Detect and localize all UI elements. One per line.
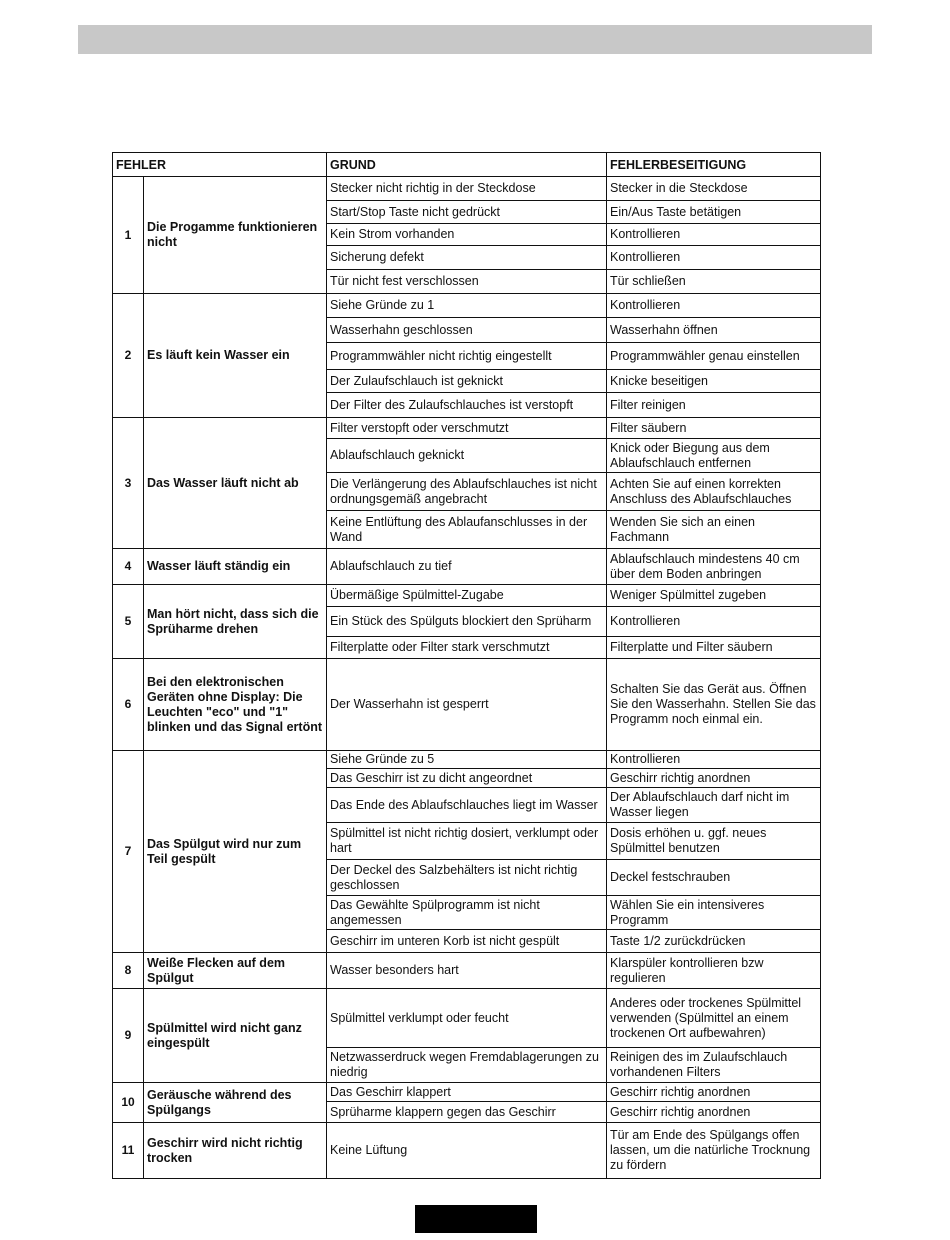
fix-cell: Anderes oder trockenes Spülmittel verwenden (Spülmittel an einem trockenen Ort aufbewahren) (607, 989, 821, 1048)
top-gray-bar (78, 25, 872, 54)
fix-cell: Tür schließen (607, 270, 821, 294)
reason-cell: Stecker nicht richtig in der Steckdose (327, 177, 607, 201)
fault-number: 5 (113, 585, 144, 659)
fix-cell: Kontrollieren (607, 751, 821, 769)
reason-cell: Netzwasserdruck wegen Fremdablagerungen zu niedrig (327, 1048, 607, 1083)
reason-cell: Siehe Gründe zu 5 (327, 751, 607, 769)
reason-cell: Die Verlängerung des Ablaufschlauches ist nicht ordnungsgemäß angebracht (327, 473, 607, 511)
header-fix: FEHLERBESEITIGUNG (607, 153, 821, 177)
table-row (113, 549, 821, 585)
fault-description: Geräusche während des Spülgangs (144, 1083, 327, 1123)
troubleshooting-table (112, 152, 821, 1179)
fault-description: Das Wasser läuft nicht ab (144, 418, 327, 549)
fault-number: 10 (113, 1083, 144, 1123)
fix-cell: Knicke beseitigen (607, 370, 821, 393)
reason-cell: Spülmittel verklumpt oder feucht (327, 989, 607, 1048)
fault-description: Man hört nicht, dass sich die Sprüharme drehen (144, 585, 327, 659)
table-row (113, 1123, 821, 1179)
table-row (113, 1083, 821, 1102)
fix-cell: Geschirr richtig anordnen (607, 769, 821, 788)
fault-number: 7 (113, 751, 144, 953)
fix-cell: Geschirr richtig anordnen (607, 1102, 821, 1123)
table-row (113, 585, 821, 607)
reason-cell: Der Zulaufschlauch ist geknickt (327, 370, 607, 393)
reason-cell: Keine Entlüftung des Ablaufanschlusses in der Wand (327, 511, 607, 549)
fix-cell: Kontrollieren (607, 224, 821, 246)
reason-cell: Der Deckel des Salzbehälters ist nicht richtig geschlossen (327, 860, 607, 896)
fix-cell: Knick oder Biegung aus dem Ablaufschlauch entfernen (607, 439, 821, 473)
reason-cell: Wasserhahn geschlossen (327, 318, 607, 343)
fix-cell: Dosis erhöhen u. ggf. neues Spülmittel benutzen (607, 823, 821, 860)
fault-number: 11 (113, 1123, 144, 1179)
fix-cell: Wasserhahn öffnen (607, 318, 821, 343)
fix-cell: Stecker in die Steckdose (607, 177, 821, 201)
table-row (113, 953, 821, 989)
reason-cell: Filter verstopft oder verschmutzt (327, 418, 607, 439)
fault-description: Spülmittel wird nicht ganz eingespült (144, 989, 327, 1083)
fault-description: Das Spülgut wird nur zum Teil gespült (144, 751, 327, 953)
reason-cell: Tür nicht fest verschlossen (327, 270, 607, 294)
reason-cell: Übermäßige Spülmittel-Zugabe (327, 585, 607, 607)
header-reason: GRUND (327, 153, 607, 177)
reason-cell: Programmwähler nicht richtig eingestellt (327, 343, 607, 370)
reason-cell: Geschirr im unteren Korb ist nicht gespült (327, 930, 607, 953)
fix-cell: Schalten Sie das Gerät aus. Öffnen Sie den Wasserhahn. Stellen Sie das Programm noch einmal ein. (607, 659, 821, 751)
fault-description: Wasser läuft ständig ein (144, 549, 327, 585)
fix-cell: Programmwähler genau einstellen (607, 343, 821, 370)
fix-cell: Der Ablaufschlauch darf nicht im Wasser liegen (607, 788, 821, 823)
reason-cell: Spülmittel ist nicht richtig dosiert, verklumpt oder hart (327, 823, 607, 860)
table-row (113, 294, 821, 318)
fault-description: Geschirr wird nicht richtig trocken (144, 1123, 327, 1179)
fix-cell: Wählen Sie ein intensiveres Programm (607, 896, 821, 930)
reason-cell: Der Wasserhahn ist gesperrt (327, 659, 607, 751)
table-row (113, 751, 821, 769)
reason-cell: Siehe Gründe zu 1 (327, 294, 607, 318)
fault-number: 6 (113, 659, 144, 751)
reason-cell: Filterplatte oder Filter stark verschmutzt (327, 637, 607, 659)
fault-description: Weiße Flecken auf dem Spülgut (144, 953, 327, 989)
fault-description: Bei den elektronischen Geräten ohne Display: Die Leuchten "eco" und "1" blinken und das Signal ertönt (144, 659, 327, 751)
fix-cell: Filter reinigen (607, 393, 821, 418)
fault-number: 8 (113, 953, 144, 989)
table-row (113, 177, 821, 201)
table-header-row (113, 153, 821, 177)
fix-cell: Filterplatte und Filter säubern (607, 637, 821, 659)
reason-cell: Das Ende des Ablaufschlauches liegt im Wasser (327, 788, 607, 823)
table-row (113, 989, 821, 1048)
fix-cell: Geschirr richtig anordnen (607, 1083, 821, 1102)
fix-cell: Weniger Spülmittel zugeben (607, 585, 821, 607)
reason-cell: Sprüharme klappern gegen das Geschirr (327, 1102, 607, 1123)
header-fault: FEHLER (113, 153, 327, 177)
fix-cell: Ablaufschlauch mindestens 40 cm über dem Boden anbringen (607, 549, 821, 585)
fault-number: 4 (113, 549, 144, 585)
reason-cell: Sicherung defekt (327, 246, 607, 270)
fix-cell: Taste 1/2 zurückdrücken (607, 930, 821, 953)
table-row (113, 659, 821, 751)
reason-cell: Das Geschirr ist zu dicht angeordnet (327, 769, 607, 788)
reason-cell: Ablaufschlauch zu tief (327, 549, 607, 585)
fault-number: 3 (113, 418, 144, 549)
page-number-bar (415, 1205, 537, 1233)
fix-cell: Kontrollieren (607, 294, 821, 318)
fault-number: 9 (113, 989, 144, 1083)
fix-cell: Klarspüler kontrollieren bzw regulieren (607, 953, 821, 989)
fix-cell: Tür am Ende des Spülgangs offen lassen, um die natürliche Trocknung zu fördern (607, 1123, 821, 1179)
reason-cell: Das Geschirr klappert (327, 1083, 607, 1102)
fix-cell: Deckel festschrauben (607, 860, 821, 896)
fix-cell: Reinigen des im Zulaufschlauch vorhandenen Filters (607, 1048, 821, 1083)
fix-cell: Ein/Aus Taste betätigen (607, 201, 821, 224)
table-row (113, 418, 821, 439)
fault-description: Die Progamme funktionieren nicht (144, 177, 327, 294)
reason-cell: Ein Stück des Spülguts blockiert den Sprüharm (327, 607, 607, 637)
fix-cell: Wenden Sie sich an einen Fachmann (607, 511, 821, 549)
reason-cell: Start/Stop Taste nicht gedrückt (327, 201, 607, 224)
reason-cell: Das Gewählte Spülprogramm ist nicht angemessen (327, 896, 607, 930)
reason-cell: Kein Strom vorhanden (327, 224, 607, 246)
fix-cell: Filter säubern (607, 418, 821, 439)
reason-cell: Der Filter des Zulaufschlauches ist verstopft (327, 393, 607, 418)
reason-cell: Keine Lüftung (327, 1123, 607, 1179)
fix-cell: Achten Sie auf einen korrekten Anschluss des Ablaufschlauches (607, 473, 821, 511)
fault-description: Es läuft kein Wasser ein (144, 294, 327, 418)
reason-cell: Wasser besonders hart (327, 953, 607, 989)
reason-cell: Ablaufschlauch geknickt (327, 439, 607, 473)
fix-cell: Kontrollieren (607, 246, 821, 270)
fault-number: 2 (113, 294, 144, 418)
fault-number: 1 (113, 177, 144, 294)
fix-cell: Kontrollieren (607, 607, 821, 637)
